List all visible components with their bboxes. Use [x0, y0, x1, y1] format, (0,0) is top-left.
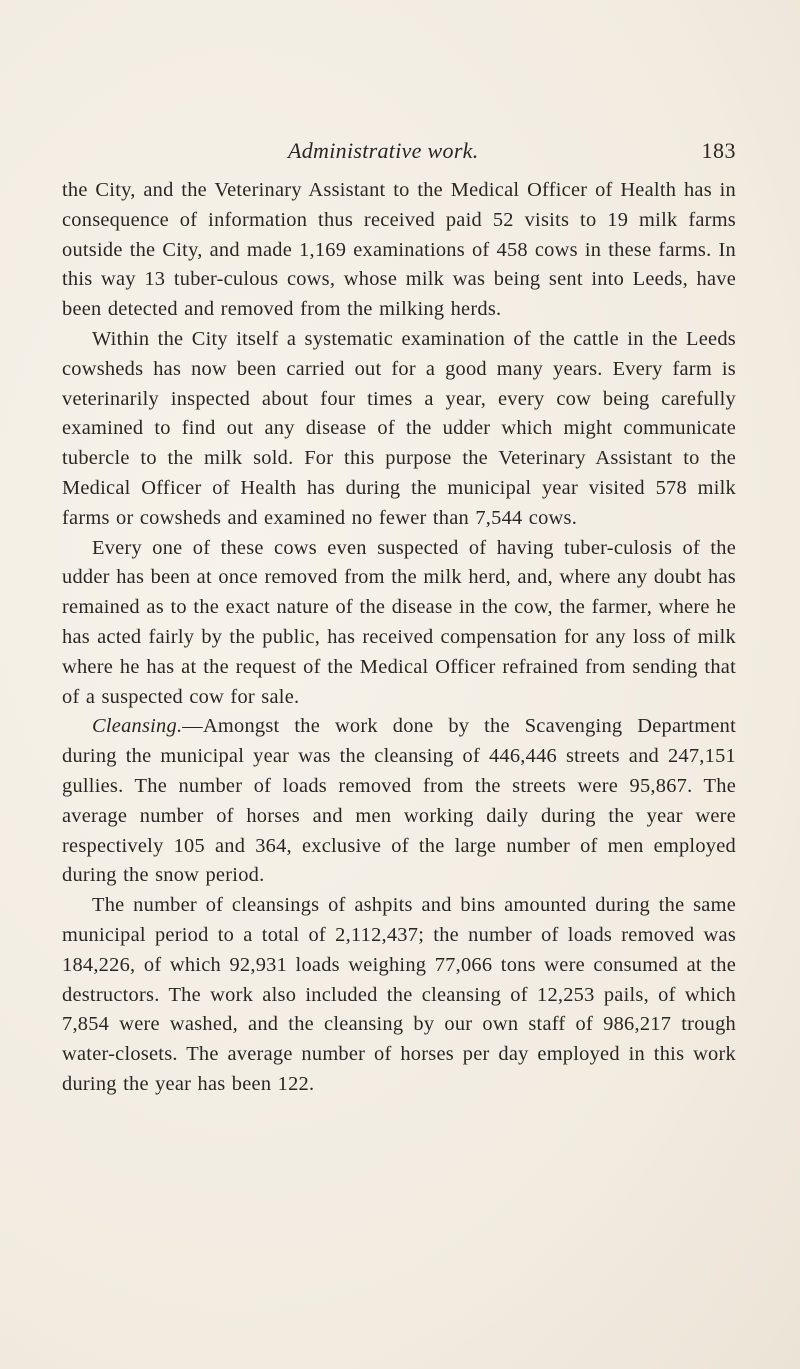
cleansing-text: —Amongst the work done by the Scavenging Department during the municipal year was the cleansing of 446,446 streets and 247,151 gullies. The number of loads removed from the streets were 95,867. The average number of horses and men working daily during the year were respectively 105 and 364, exclusive of the large number of men employed during the snow period.: [62, 715, 736, 887]
cleansing-heading: Cleansing.: [92, 715, 183, 738]
paragraph-cleansing: [62, 712, 736, 891]
running-head: [0, 138, 736, 170]
running-head-title: Administrative work.: [288, 138, 479, 163]
page-number: 183: [701, 138, 736, 163]
paragraph-ashpits: The number of cleansings of ashpits and bins amounted during the same municipal period to a total of 2,112,437; the number of loads removed was 184,226, of which 92,931 loads weighing 77,066 tons were consumed at the destructors. The work also included the cleansing of 12,253 pails, of which 7,854 were washed, and the cleansing by our own staff of 986,217 trough water-closets. The average number of horses per day employed in this work during the year has been 122.: [62, 894, 736, 1095]
paragraph-continued: the City, and the Veterinary Assistant to the Medical Officer of Health has in consequence of information thus received paid 52 visits to 19 milk farms outside the City, and made 1,169 examinations of 458 cows in these farms. In this way 13 tuber-culous cows, whose milk was being sent into Leeds, have been detected and removed from the milking herds.: [62, 179, 736, 321]
body-text: [62, 176, 736, 1100]
paragraph-cowshed-inspection: Within the City itself a systematic examination of the cattle in the Leeds cowsheds has now been carried out for a good many years. Every farm is veterinarily inspected about four times a year, every cow being carefully examined to find out any disease of the udder which might communicate tubercle to the milk sold. For this purpose the Veterinary Assistant to the Medical Officer of Health has during the municipal year visited 578 milk farms or cowsheds and examined no fewer than 7,544 cows.: [62, 327, 736, 529]
paragraph-compensation: Every one of these cows even suspected of having tuber-culosis of the udder has been at once removed from the milk herd, and, where any doubt has remained as to the exact nature of the disease in the cow, the farmer, where he has acted fairly by the public, has received compensation for any loss of milk where he has at the request of the Medical Officer refrained from sending that of a suspected cow for sale.: [62, 536, 736, 708]
